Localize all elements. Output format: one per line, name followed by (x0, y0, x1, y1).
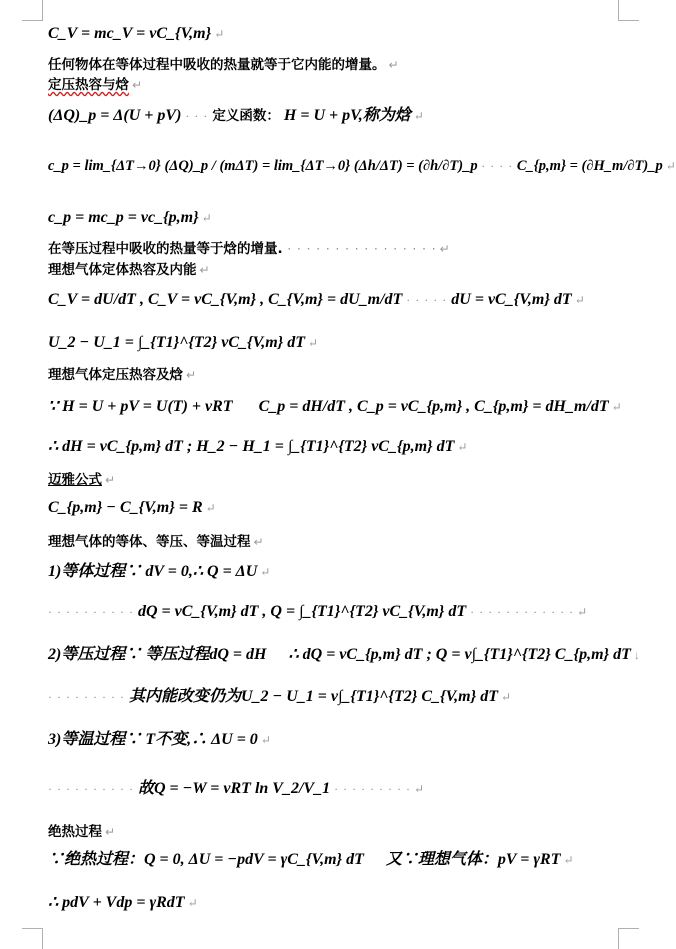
equation-isochoric-process (48, 562, 270, 582)
paragraph-mark-icon: ↵ (105, 825, 116, 839)
equation-cv-definition (48, 24, 224, 44)
heading-constant-pressure-enthalpy (48, 75, 142, 95)
paragraph-mark-icon: ↵ (105, 473, 116, 487)
leader-dots: · · · · · · · · · (334, 782, 412, 796)
paragraph-mark-icon: ↵ (665, 159, 676, 173)
text-isochoric-heat-statement (48, 55, 399, 75)
equation-note: 定义函数： (212, 108, 280, 124)
equation-cp-limit (48, 156, 676, 176)
equation-tail: C_{p,m} = (∂H_m/∂T)_p (516, 158, 663, 174)
equation-text: ∴ pdV + Vdp = γRdT (48, 894, 185, 911)
line-break-icon: ↓ (633, 648, 640, 662)
equation-isothermal-process (48, 730, 271, 750)
equation-text: C_{p,m} − C_{V,m} = R (48, 499, 203, 516)
leader-dots: · · · · · · · · · · (48, 605, 134, 619)
paragraph-mark-icon: ↵ (199, 263, 210, 277)
paragraph-mark-icon: ↵ (414, 782, 425, 796)
paragraph-mark-icon: ↵ (611, 400, 622, 414)
equation-text: c_p = mc_p = νc_{p,m} (48, 209, 199, 226)
leader-dots: · · · (185, 109, 209, 123)
paragraph-mark-icon: ↵ (186, 368, 197, 382)
paragraph-mark-icon: ↵ (214, 27, 225, 41)
heading-ideal-gas-processes (48, 532, 264, 552)
heading-text: 定压热容与焓 (48, 77, 129, 93)
equation-text: dQ = νC_{V,m} dT , Q = ∫_{T1}^{T2} νC_{V,m} dT (137, 603, 467, 620)
heading-text: 理想气体定体热容及内能 (48, 262, 197, 278)
equation-enthalpy-ideal-gas (48, 397, 622, 417)
equation-isothermal-heat (48, 779, 424, 799)
leader-dots: · · · · · · · · · · (48, 782, 134, 796)
heading-adiabatic-process (48, 822, 115, 842)
heading-text: 绝热过程 (48, 824, 102, 840)
heading-ideal-gas-isobaric (48, 365, 196, 385)
equation-tail: 又∵理想气体：pV = γRT (385, 851, 561, 868)
paragraph-mark-icon: ↵ (253, 535, 264, 549)
leader-dots: · · · · · · · · · (48, 690, 125, 704)
paragraph-mark-icon: ↵ (574, 293, 585, 307)
equation-isobaric-internal-energy (48, 687, 511, 707)
paragraph-mark-icon: ↵ (563, 853, 574, 867)
heading-text: 理想气体的等体、等压、等温过程 (48, 534, 251, 550)
paragraph-mark-icon: ↵ (187, 896, 198, 910)
equation-text: C_V = mc_V = νC_{V,m} (48, 25, 212, 42)
leader-dots: · · · · · · · · · · · · (470, 605, 575, 619)
equation-text: C_V = dU/dT , C_V = νC_{V,m} , C_{V,m} = dU_m/dT (48, 291, 403, 308)
equation-enthalpy-integral (48, 437, 467, 457)
paragraph-mark-icon: ↵ (413, 109, 424, 123)
equation-text: 故Q = −W = νRT ln V_2/V_1 (137, 780, 331, 797)
leader-dots: · · · · · · · · · · · · · · · · (287, 242, 437, 256)
paragraph-mark-icon: ↵ (201, 211, 212, 225)
equation-text: c_p = lim_{ΔT→0} (ΔQ)_p / (mΔT) = lim_{ΔT→0} (Δh/ΔT) = (∂h/∂T)_p (48, 158, 478, 174)
equation-isobaric-process (48, 645, 640, 665)
equation-internal-energy-integral (48, 333, 318, 353)
equation-tail: ∴ dQ = νC_{p,m} dT ; Q = ν∫_{T1}^{T2} C_{p,m} dT (288, 646, 631, 663)
equation-text: 2)等压过程∵ 等压过程dQ = dH (48, 646, 267, 663)
equation-adiabatic (48, 850, 574, 870)
equation-cp-molar (48, 208, 212, 228)
paragraph-mark-icon: ↵ (132, 78, 143, 92)
text-isobaric-heat-statement (48, 239, 450, 259)
paragraph-mark-icon: ↵ (577, 605, 588, 619)
paragraph-mark-icon: ↵ (439, 242, 450, 256)
paragraph-mark-icon: ↵ (388, 58, 399, 72)
equation-enthalpy-definition (48, 106, 424, 126)
text-content: 在等压过程中吸收的热量等于焓的增量. (48, 241, 283, 257)
equation-text: 1)等体过程∵ dV = 0,∴ Q = ΔU (48, 563, 258, 580)
equation-text: U_2 − U_1 = ∫_{T1}^{T2} νC_{V,m} dT (48, 334, 305, 351)
corner-mark-top-right (618, 0, 639, 21)
equation-text: (ΔQ)_p = Δ(U + pV) (48, 107, 182, 124)
paragraph-mark-icon: ↵ (457, 440, 468, 454)
equation-isochoric-heat (48, 602, 587, 622)
leader-dots: · · · · (481, 159, 514, 173)
equation-tail: H = U + pV,称为焓 (283, 107, 411, 124)
corner-mark-top-left (22, 0, 43, 21)
leader-dots: · · · · · (406, 293, 448, 307)
corner-mark-bottom-left (22, 928, 43, 949)
equation-mayer (48, 498, 216, 518)
heading-ideal-gas-isochoric (48, 260, 210, 280)
paragraph-mark-icon: ↵ (260, 733, 271, 747)
paragraph-mark-icon: ↵ (500, 690, 512, 704)
equation-text: 其内能改变仍为U_2 − U_1 = ν∫_{T1}^{T2} C_{V,m} dT (128, 688, 498, 705)
heading-text: 迈雅公式 (48, 472, 102, 488)
paragraph-mark-icon: ↵ (260, 565, 271, 579)
equation-cv-derivative (48, 290, 585, 310)
paragraph-mark-icon: ↵ (308, 336, 319, 350)
equation-tail: C_p = dH/dT , C_p = νC_{p,m} , C_{p,m} = dH_m/dT (258, 398, 609, 415)
equation-text: ∵绝热过程：Q = 0, ΔU = −pdV = γC_{V,m} dT (48, 851, 364, 868)
paragraph-mark-icon: ↵ (205, 501, 216, 515)
text-content: 任何物体在等体过程中吸收的热量就等于它内能的增量。 (48, 57, 386, 73)
equation-adiabatic-differential (48, 893, 198, 913)
equation-text: 3)等温过程∵ T不变,∴ ΔU = 0 (48, 731, 258, 748)
heading-mayer-formula (48, 470, 115, 490)
equation-text: ∴ dH = νC_{p,m} dT ; H_2 − H_1 = ∫_{T1}^{T2} νC_{p,m} dT (48, 438, 455, 455)
heading-text: 理想气体定压热容及焓 (48, 367, 183, 383)
equation-tail: dU = νC_{V,m} dT (451, 291, 572, 308)
equation-text: ∵ H = U + pV = U(T) + νRT (48, 398, 233, 415)
corner-mark-bottom-right (618, 928, 639, 949)
